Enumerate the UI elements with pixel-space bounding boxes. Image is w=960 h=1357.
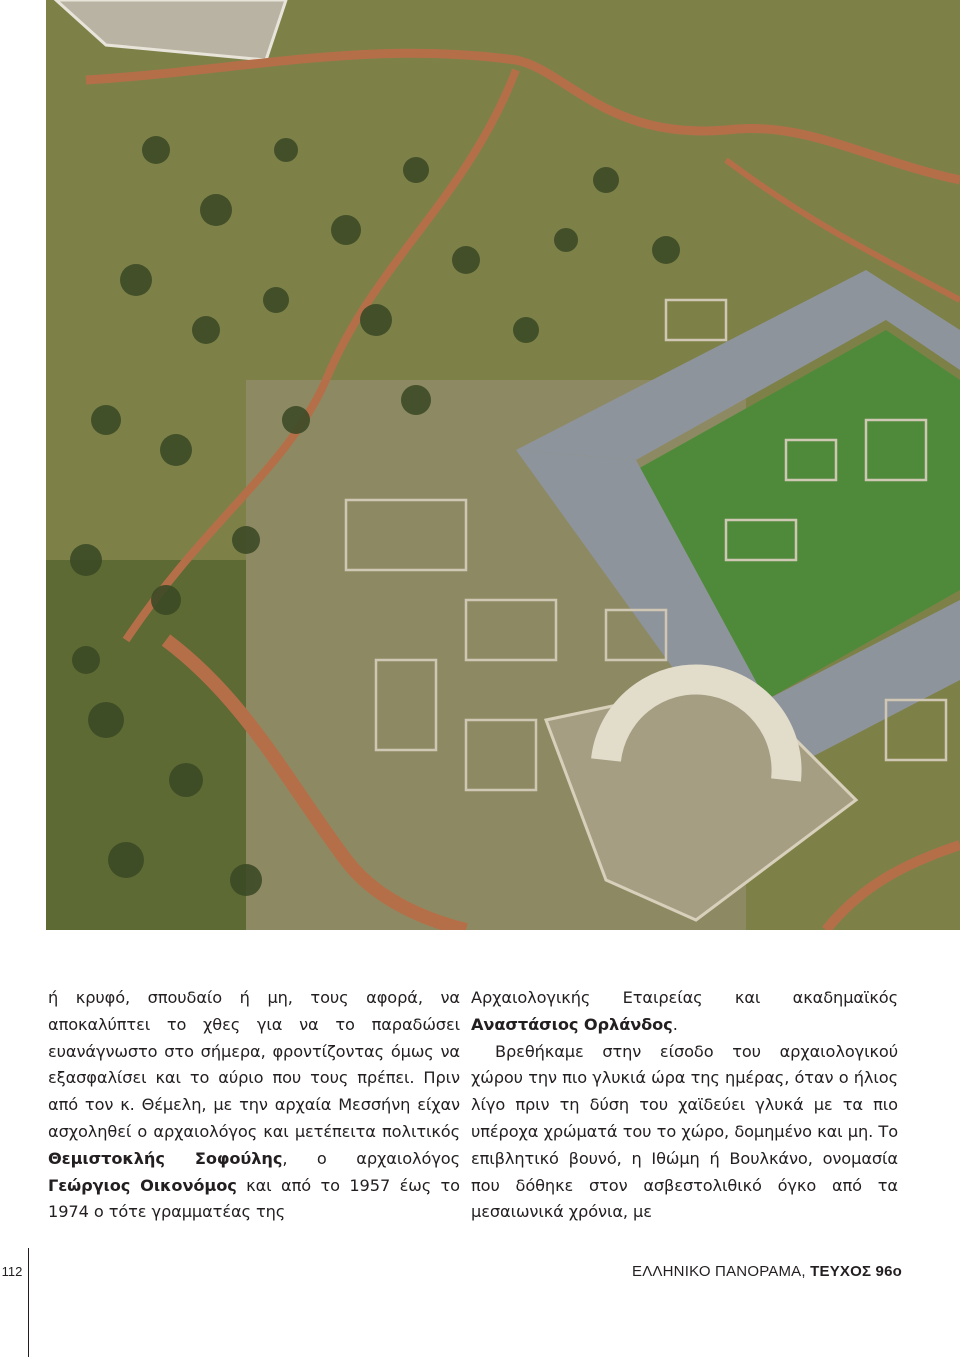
footer-divider — [28, 1248, 29, 1357]
bold-name: Θεμιστοκλής Σοφούλης — [48, 1148, 283, 1168]
page-number: 112 — [1, 1264, 23, 1279]
bold-name: Αναστάσιος Ορλάνδος — [471, 1014, 673, 1034]
paragraph-right-1: Αρχαιολογικής Εταιρείας και ακαδημαϊκός Αναστάσιος Ορλάνδος. — [471, 988, 898, 1034]
paragraph-left: ή κρυφό, σπουδαίο ή μη, τους αφορά, να αποκαλύπτει το χθες για να το παραδώσει ευανάγνωστο στο σήμερα, φροντίζοντας όμως να εξασφαλίσει και το αύριο που τους πρέπει. Πριν από τον κ. Θέμελη, με την αρχαία Μεσσήνη είχαν ασχοληθεί ο αρχαιολόγος και μετέπειτα πολιτικός Θεμιστοκλής Σοφούλης, ο αρχαιολόγος Γεώργιος Οικονόμος και από το 1957 έως το 1974 ο τότε γραμματέας της — [48, 988, 461, 1222]
aerial-photo-messene — [46, 0, 960, 930]
text-column-left — [48, 985, 460, 1226]
issue-number: ΤΕΥΧΟΣ 96ο — [810, 1263, 902, 1280]
bold-name: Γεώργιος Οικονόμος — [48, 1175, 237, 1195]
magazine-name: ΕΛΛΗΝΙΚΟ ΠΑΝΟΡΑΜΑ, — [632, 1263, 811, 1280]
text-column-right — [471, 985, 898, 1226]
paragraph-right-2: Βρεθήκαμε στην είσοδο του αρχαιολογικού χώρου την πιο γλυκιά ώρα της ημέρας, όταν ο ήλιος λίγο πριν τη δύση του χαϊδεύει γλυκά με τα πιο υπέροχα χρώματά του το χώρο, δομημένο και μη. Το επιβλητικό βουνό, η Ιθώμη ή Βουλκάνο, ονομασία που δόθηκε στον ασβεστολιθικό όγκο από τα μεσαιωνικά χρόνια, με — [471, 1041, 898, 1222]
running-head — [632, 1263, 902, 1280]
